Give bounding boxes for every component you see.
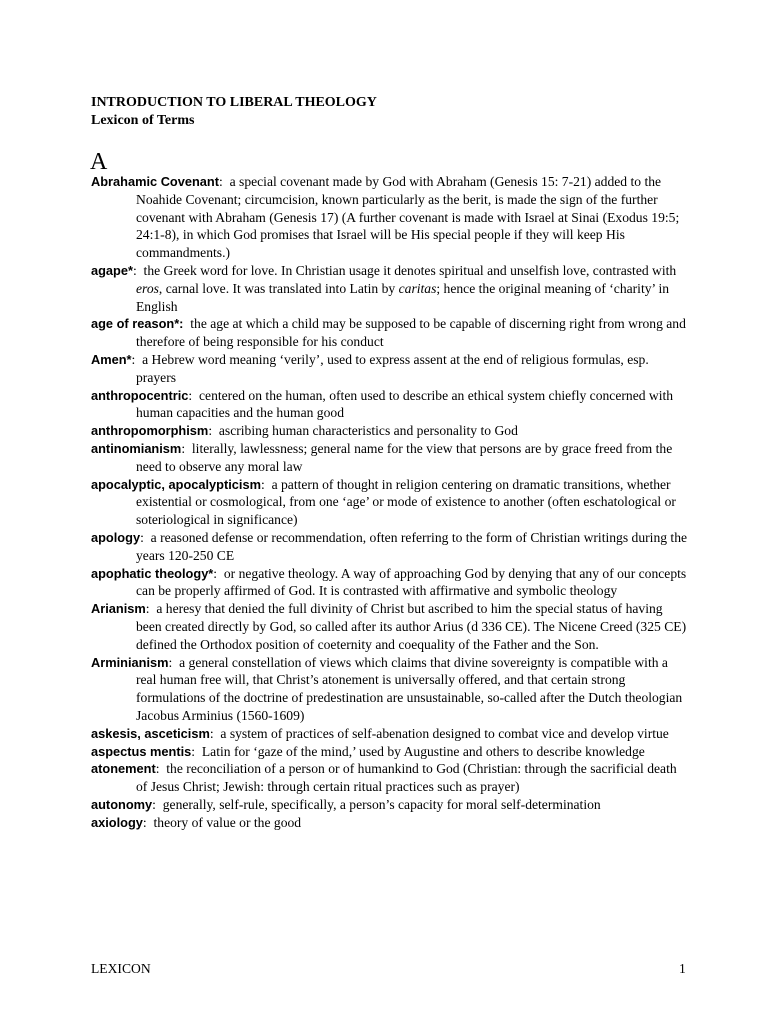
definition-text: a system of practices of self-abenation designed to combat vice and develop virtue [220,725,669,741]
entry-definition [136,388,673,421]
entry-separator: : [168,654,180,670]
entry-separator: : [188,387,199,403]
definition-text: the Greek word for love. In Christian usage it denotes spiritual and unselfish love, contrasted with [143,262,677,278]
entry-definition [220,726,668,741]
entry-definition [154,815,302,830]
entry-term: Abrahamic Covenant [91,174,220,189]
definition-text: the reconciliation of a person or of humankind to God (Christian: through the sacrificial death of Jesus Christ; Jewish: through certain ritual practices such as prayer) [136,761,677,795]
entry-definition [136,263,676,314]
entry-separator: : [155,761,167,777]
entry-separator: : [131,351,143,367]
definition-text: centered on the human, often used to describe an ethical system chiefly concerned with human capacities and the human good [136,387,674,421]
lexicon-entry [91,565,691,601]
lexicon-entry [91,600,691,653]
definition-text: ; hence the original meaning of ‘charity’ in English [136,280,670,314]
entry-term: age of reason*: [91,316,184,332]
definition-text: , carnal love. It was translated into Latin by [158,280,399,296]
entry-separator: : [260,476,272,492]
entry-definition [136,441,672,474]
entry-definition [136,530,687,563]
entry-separator: : [140,529,151,545]
entry-definition [202,744,645,759]
lexicon-entry [91,387,691,423]
entry-definition [163,797,601,812]
entry-term: atonement [91,761,156,777]
lexicon-entry [91,422,691,440]
lexicon-entry [91,760,691,796]
entry-separator: : [219,174,230,189]
entry-definition [219,423,518,438]
lexicon-entry-list [91,173,691,831]
lexicon-entry [91,654,691,725]
lexicon-entry [91,262,691,315]
entry-separator: : [213,565,224,581]
entry-definition [136,352,649,385]
entry-term: askesis, asceticism [91,725,210,741]
entry-term: Arianism [91,601,146,617]
lexicon-entry [91,315,691,351]
definition-text: Latin for ‘gaze of the mind,’ used by Augustine and others to describe knowledge [201,743,645,759]
definition-text: a pattern of thought in religion centering on dramatic transitions, whether existential or cosmological, from one ‘age’ or mode of existence to another (often eschatological or soteriological in significance) [136,476,676,528]
entry-separator: : [208,423,219,439]
footer-label: LEXICON [91,961,151,976]
entry-definition [136,761,677,794]
lexicon-entry [91,743,691,761]
definition-italic-text: eros [136,280,159,296]
definition-text: a reasoned defense or recommendation, often referring to the form of Christian writings during the years 120-250 CE [136,529,688,563]
document-title: INTRODUCTION TO LIBERAL THEOLOGY [91,95,377,110]
definition-text: literally, lawlessness; general name for the view that persons are by grace freed from the need to observe any moral law [136,440,673,474]
entry-separator: : [145,601,157,617]
definition-text: a heresy that denied the full divinity of Christ but ascribed to him the special status of having been created directly by God, so called after its author Arius (d 336 CE). The Nicene Creed (325 CE) defined the Orthodox position of coeternity and coequality of the Father and the Son. [136,601,687,652]
lexicon-entry [91,173,691,262]
entry-term: anthropomorphism [91,423,209,439]
definition-italic-text: caritas [398,280,437,296]
definition-text: or negative theology. A way of approaching God by denying that any of our concepts can be properly affirmed of God. It is contrasted with affirmative and symbolic theology [136,565,687,599]
entry-separator: : [181,440,192,456]
entry-term: axiology [91,814,143,830]
entry-definition [136,316,686,349]
entry-term: autonomy [91,796,153,812]
entry-separator: : [152,796,163,812]
entry-term: Arminianism [91,654,169,670]
definition-text: ascribing human characteristics and personality to God [218,423,518,439]
lexicon-entry [91,440,691,476]
definition-text: the age at which a child may be supposed to be capable of discerning right from wrong and therefore of being responsible for his conduct [136,316,686,350]
lexicon-entry [91,725,691,743]
definition-text: theory of value or the good [153,814,302,830]
entry-separator: : [132,262,144,278]
entry-separator: : [191,743,202,759]
lexicon-entry [91,476,691,529]
entry-term: aspectus mentis [91,743,192,759]
lexicon-entry [91,796,691,814]
entry-separator: : [142,814,154,830]
entry-definition [136,655,682,723]
page-number: 1 [679,961,686,976]
lexicon-entry [91,529,691,565]
definition-text: a general constellation of views which claims that divine sovereignty is compatible with a real human free will, that Christ’s atonement is universally offered, and that certain strong formulations of the doctrine of predestination are unsustainable, so-called after the Dutch theologian Jacobus Arminius (1560-1609) [136,654,683,723]
entry-term: apocalyptic, apocalypticism [91,476,261,492]
entry-term: apophatic theology* [91,565,214,581]
definition-text: generally, self-rule, specifically, a person’s capacity for moral self-determination [162,796,601,812]
definition-text: a Hebrew word meaning ‘verily’, used to express assent at the end of religious formulas, esp. prayers [136,351,649,385]
entry-separator: : [209,725,221,741]
entry-term: Amen* [91,351,132,367]
entry-definition [136,601,686,652]
lexicon-entry [91,351,691,387]
entry-term: apology [91,529,141,545]
entry-term: antinomianism [91,440,182,456]
entry-term: agape* [91,262,133,278]
lexicon-entry [91,814,691,832]
definition-text: a special covenant made by God with Abraham (Genesis 15: 7-21) added to the Noahide Covenant; circumcision, known particularly as the berit, is made the sign of the further covenant with Abraham (Genesis 17) (A further covenant is made with Israel at Sinai (Exodus 19:5; 24:1-8), in which God promises that Israel will be His special people if they will keep His commandments.) [136,174,680,261]
document-subtitle: Lexicon of Terms [91,113,195,128]
entry-term: anthropocentric [91,387,189,403]
section-letter: A [90,149,108,175]
